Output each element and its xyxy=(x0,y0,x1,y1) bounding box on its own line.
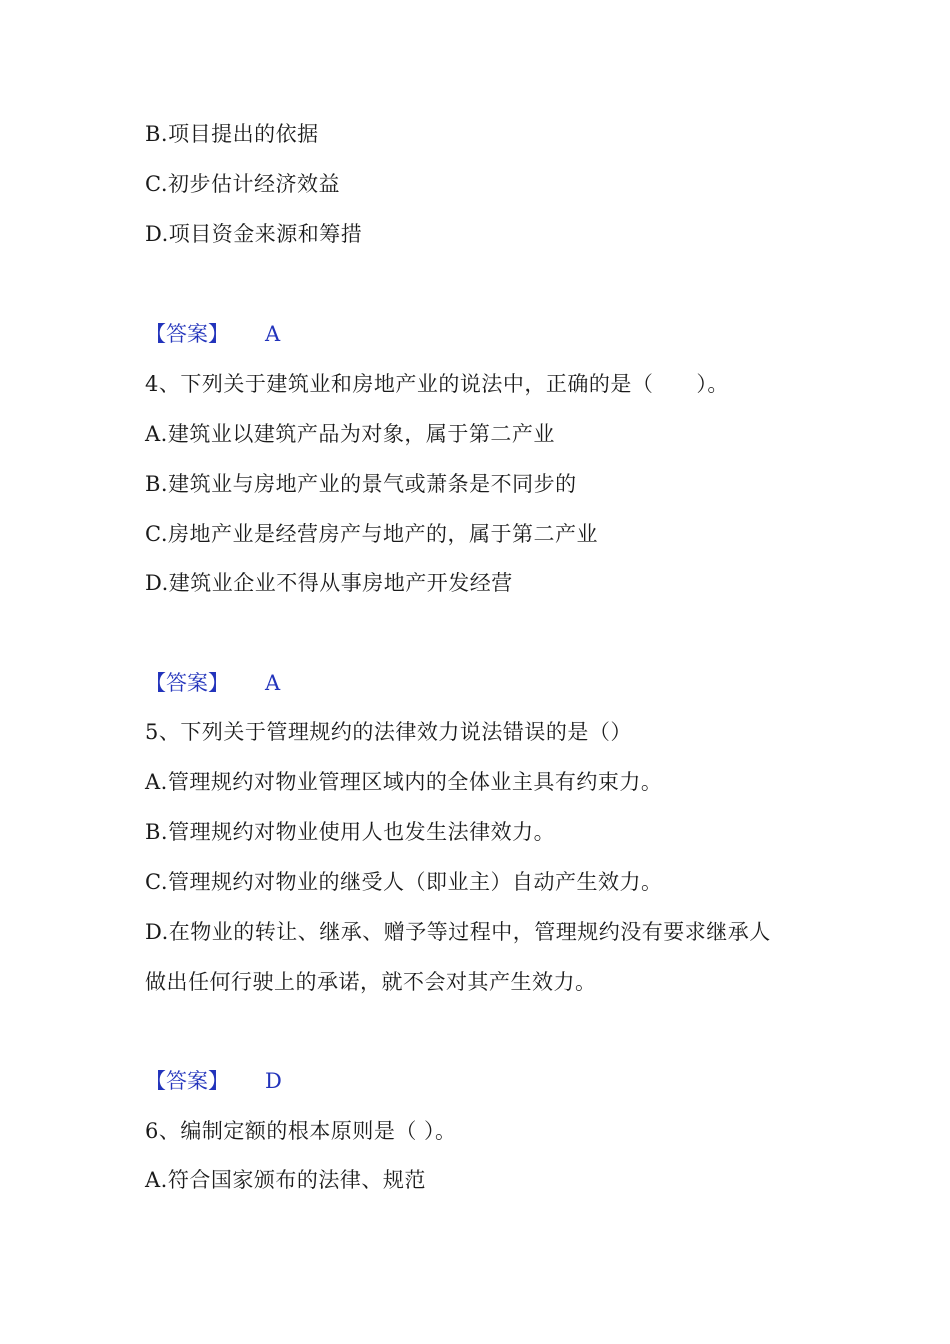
q3-answer xyxy=(145,320,280,348)
q5-option-b: B.管理规约对物业使用人也发生法律效力。 xyxy=(145,820,556,844)
q4-question: 4、下列关于建筑业和房地产业的说法中，正确的是（ ）。 xyxy=(145,372,729,396)
q3-option-c: C.初步估计经济效益 xyxy=(145,172,340,196)
q3-option-b: B.项目提出的依据 xyxy=(145,122,319,146)
q6-question: 6、编制定额的根本原则是（ ）。 xyxy=(145,1119,457,1143)
q5-question: 5、下列关于管理规约的法律效力说法错误的是（） xyxy=(145,720,632,744)
q3-option-d: D.项目资金来源和筹措 xyxy=(145,222,363,246)
q4-option-a: A.建筑业以建筑产品为对象，属于第二产业 xyxy=(145,422,555,446)
q5-option-d: D.在物业的转让、继承、赠予等过程中，管理规约没有要求继承人 xyxy=(145,920,771,944)
q5-option-d-continued: 做出任何行驶上的承诺，就不会对其产生效力。 xyxy=(145,970,597,994)
answer-value: D xyxy=(265,1069,282,1093)
q4-option-c: C.房地产业是经营房产与地产的，属于第二产业 xyxy=(145,522,598,546)
answer-label: 【答案】 xyxy=(145,671,229,695)
q5-option-a: A.管理规约对物业管理区域内的全体业主具有约束力。 xyxy=(145,770,663,794)
answer-value: A xyxy=(265,322,281,346)
answer-label: 【答案】 xyxy=(145,322,229,346)
q4-option-b: B.建筑业与房地产业的景气或萧条是不同步的 xyxy=(145,472,577,496)
q5-answer xyxy=(145,1067,282,1095)
q4-option-d: D.建筑业企业不得从事房地产开发经营 xyxy=(145,571,513,595)
answer-value: A xyxy=(265,671,281,695)
answer-label: 【答案】 xyxy=(145,1069,229,1093)
q6-option-a: A.符合国家颁布的法律、规范 xyxy=(145,1168,426,1192)
q4-answer xyxy=(145,669,280,697)
q5-option-c: C.管理规约对物业的继受人（即业主）自动产生效力。 xyxy=(145,870,663,894)
